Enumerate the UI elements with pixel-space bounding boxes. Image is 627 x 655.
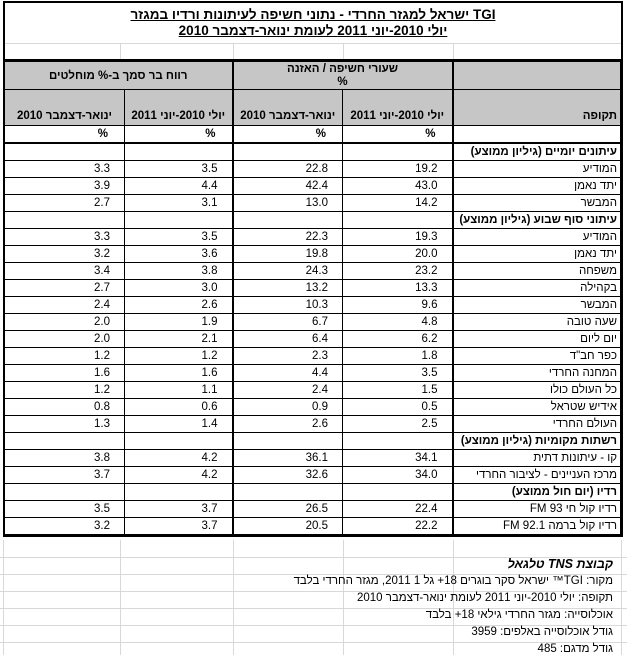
value-cell[interactable]: 19.2 [343,161,453,178]
value-cell[interactable]: 3.2 [5,246,125,263]
row-label-cell[interactable]: אידיש שטראל [453,399,621,416]
value-cell[interactable] [233,212,343,229]
footer-sample-size: גודל מדגם: 485 [537,643,613,655]
table-row [5,314,621,331]
value-cell[interactable] [343,212,453,229]
value-cell[interactable]: 42.4 [233,178,343,195]
row-label-cell[interactable]: המודיע [453,229,621,246]
row-label-cell[interactable]: יתד נאמן [453,178,621,195]
value-cell[interactable]: 3.6 [125,246,233,263]
value-cell[interactable]: 4.2 [125,450,233,467]
value-cell[interactable]: 10.3 [233,297,343,314]
empty-corner-cell[interactable] [453,62,621,90]
value-cell[interactable]: 13.2 [233,280,343,297]
value-cell[interactable]: 22.3 [233,229,343,246]
value-cell[interactable] [125,143,233,161]
value-cell[interactable]: 13.0 [233,195,343,212]
value-cell[interactable]: 1.3 [5,416,125,433]
unit-cell[interactable]: % [125,126,233,144]
value-cell[interactable]: 1.9 [125,314,233,331]
value-cell[interactable]: 2.7 [5,195,125,212]
value-cell[interactable]: 3.5 [5,501,125,518]
value-cell[interactable]: 1.5 [343,382,453,399]
table-row [5,382,621,399]
value-cell[interactable]: 2.1 [125,331,233,348]
value-cell[interactable]: 2.0 [5,331,125,348]
row-label-cell[interactable]: המבשר [453,297,621,314]
unit-cell[interactable]: % [5,126,125,144]
value-cell[interactable]: 3.7 [125,518,233,535]
value-cell[interactable]: 2.3 [233,348,343,365]
value-cell[interactable]: 20.5 [233,518,343,535]
group-header-row [5,62,621,90]
table-row [5,161,621,178]
value-cell[interactable]: 3.5 [125,161,233,178]
value-cell[interactable] [125,433,233,450]
section-row [5,143,621,161]
value-cell[interactable]: 2.6 [125,297,233,314]
value-cell[interactable]: 23.2 [343,263,453,280]
row-label-cell[interactable]: המחנה החרדי [453,365,621,382]
table-body [5,143,621,535]
footer-period: תקופה: יולי 2010-יוני 2011 לעומת ינואר-דצמבר 2010 [357,592,613,604]
footer-brand: קבוצת TNS טלגאל [507,557,613,571]
unit-row [5,126,621,144]
section-label-cell[interactable]: רשתות מקומיות (גיליון ממוצע) [453,433,621,450]
value-cell[interactable]: 1.2 [5,382,125,399]
exposure-current-period-header[interactable]: יולי 2010-יוני 2011 [343,90,453,126]
value-cell[interactable]: 6.7 [233,314,343,331]
period-column-header[interactable]: תקופה [453,90,621,126]
section-label-cell[interactable]: עיתוני סוף שבוע (גיליון ממוצע) [453,212,621,229]
value-cell[interactable]: 32.6 [233,467,343,484]
value-cell[interactable]: 4.4 [233,365,343,382]
table-row [5,178,621,195]
value-cell[interactable]: 3.3 [5,161,125,178]
table-row [5,331,621,348]
value-cell[interactable]: 1.2 [5,348,125,365]
value-cell[interactable]: 22.8 [233,161,343,178]
row-label-cell[interactable]: מרכז העניינים - לציבור החרדי [453,467,621,484]
exposure-group-percent: % [337,75,348,88]
value-cell[interactable]: 22.4 [343,501,453,518]
value-cell[interactable] [5,484,125,501]
table-row [5,518,621,535]
table-row [5,297,621,314]
footer-notes [0,556,620,655]
row-label-cell[interactable]: קו - עיתונות דתית [453,450,621,467]
value-cell[interactable]: 3.8 [125,263,233,280]
row-label-cell[interactable]: יום ליום [453,331,621,348]
row-label-cell[interactable]: העולם החרדי [453,416,621,433]
table-row [5,399,621,416]
table-row [5,450,621,467]
value-cell[interactable]: 22.2 [343,518,453,535]
value-cell[interactable]: 19.3 [343,229,453,246]
table-row [5,195,621,212]
confidence-previous-period-header[interactable]: ינואר-דצמבר 2010 [5,90,125,126]
footer-population-size: גודל אוכלוסייה באלפים: 3959 [471,626,613,638]
confidence-group-header[interactable]: רווח בר סמך ב-% מוחלטים [5,62,233,90]
value-cell[interactable] [233,433,343,450]
value-cell[interactable]: 3.7 [5,467,125,484]
value-cell[interactable]: 14.2 [343,195,453,212]
value-cell[interactable]: 2.0 [5,314,125,331]
value-cell[interactable]: 9.6 [343,297,453,314]
value-cell[interactable]: 26.5 [233,501,343,518]
value-cell[interactable]: 0.9 [233,399,343,416]
row-label-cell[interactable]: שעה טובה [453,314,621,331]
value-cell[interactable]: 2.7 [5,280,125,297]
value-cell[interactable] [125,484,233,501]
value-cell[interactable]: 4.8 [343,314,453,331]
value-cell[interactable]: 0.8 [5,399,125,416]
row-label-cell[interactable]: רדיו קול ברמה FM 92.1 [453,518,621,535]
report-title-line1: TGI ישראל למגזר החרדי - נתוני חשיפה לעיתונות ורדיו במגזר [130,7,496,22]
value-cell[interactable]: 36.1 [233,450,343,467]
value-cell[interactable]: 43.0 [343,178,453,195]
section-row [5,212,621,229]
value-cell[interactable]: 4.2 [125,467,233,484]
table-row [5,280,621,297]
period-header-row [5,90,621,126]
report-title-line2: יולי 2010-יוני 2011 לעומת ינואר-דצמבר 2010 [178,23,448,38]
value-cell[interactable]: 2.4 [5,297,125,314]
table-row [5,263,621,280]
row-label-cell[interactable]: בקהילה [453,280,621,297]
table-row [5,467,621,484]
value-cell[interactable] [125,212,233,229]
value-cell[interactable]: 4.4 [125,178,233,195]
value-cell[interactable]: 3.5 [343,365,453,382]
value-cell[interactable]: 3.8 [5,450,125,467]
row-label-cell[interactable]: המודיע [453,161,621,178]
table-row [5,348,621,365]
exposure-group-header[interactable] [233,62,453,90]
value-cell[interactable]: 3.2 [5,518,125,535]
section-row [5,484,621,501]
value-cell[interactable] [343,143,453,161]
row-label-cell[interactable]: המבשר [453,195,621,212]
gridline [621,540,622,655]
footer-population: אוכלוסייה: מגזר החרדי גילאי 18+ בלבד [425,609,613,621]
row-label-cell[interactable]: כל העולם כולו [453,382,621,399]
confidence-current-period-header[interactable]: יולי 2010-יוני 2011 [125,90,233,126]
value-cell[interactable]: 1.4 [125,416,233,433]
row-label-cell[interactable]: יתד נאמן [453,246,621,263]
value-cell[interactable]: 3.9 [5,178,125,195]
exposure-group-label: שעורי חשיפה / האזנה [286,62,399,75]
value-cell[interactable]: 19.8 [233,246,343,263]
unit-cell[interactable]: % [233,126,343,144]
value-cell[interactable]: 34.0 [343,467,453,484]
value-cell[interactable] [233,143,343,161]
value-cell[interactable] [5,143,125,161]
report-block [3,1,623,537]
value-cell[interactable] [5,433,125,450]
value-cell[interactable]: 6.2 [343,331,453,348]
report-title-block [5,3,621,61]
footer-source: מקור: TGI™ ישראל סקר בוגרים 18+ גל 1 2011, מגזר החרדי בלבד [293,575,613,587]
value-cell[interactable]: 1.2 [125,348,233,365]
row-label-cell[interactable]: כפר חב"ד [453,348,621,365]
table-row [5,501,621,518]
value-cell[interactable]: 24.3 [233,263,343,280]
value-cell[interactable]: 1.1 [125,382,233,399]
value-cell[interactable] [343,484,453,501]
value-cell[interactable]: 1.8 [343,348,453,365]
exposure-previous-period-header[interactable]: ינואר-דצמבר 2010 [233,90,343,126]
value-cell[interactable] [5,212,125,229]
section-label-cell[interactable]: רדיו (יום חול ממוצע) [453,484,621,501]
value-cell[interactable]: 2.4 [233,382,343,399]
value-cell[interactable]: 2.5 [343,416,453,433]
section-row [5,433,621,450]
row-label-cell[interactable]: משפחה [453,263,621,280]
value-cell[interactable]: 13.3 [343,280,453,297]
value-cell[interactable]: 1.6 [5,365,125,382]
value-cell[interactable]: 3.0 [125,280,233,297]
exposure-table [4,61,621,535]
value-cell[interactable]: 20.0 [343,246,453,263]
section-label-cell[interactable]: עיתונים יומיים (גיליון ממוצע) [453,143,621,161]
value-cell[interactable]: 6.4 [233,331,343,348]
value-cell[interactable]: 3.7 [125,501,233,518]
value-cell[interactable]: 0.5 [343,399,453,416]
value-cell[interactable] [233,484,343,501]
value-cell[interactable]: 3.3 [5,229,125,246]
table-row [5,416,621,433]
table-row [5,365,621,382]
value-cell[interactable]: 3.5 [125,229,233,246]
table-row [5,246,621,263]
row-label-cell[interactable]: רדיו קול חי FM 93 [453,501,621,518]
value-cell[interactable]: 0.6 [125,399,233,416]
value-cell[interactable]: 1.6 [125,365,233,382]
value-cell[interactable]: 3.1 [125,195,233,212]
table-row [5,229,621,246]
unit-cell[interactable]: % [343,126,453,144]
value-cell[interactable]: 2.6 [233,416,343,433]
value-cell[interactable]: 34.1 [343,450,453,467]
value-cell[interactable] [343,433,453,450]
value-cell[interactable]: 3.4 [5,263,125,280]
empty-unit-cell[interactable] [453,126,621,144]
